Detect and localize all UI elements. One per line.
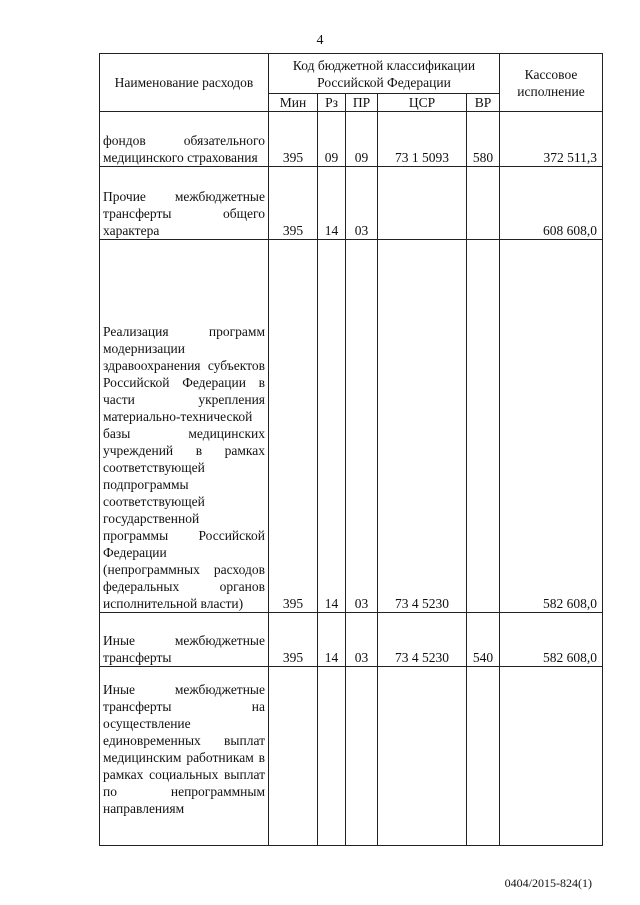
row-pr: 03 — [346, 240, 378, 613]
header-name: Наименование расходов — [100, 54, 269, 112]
row-amount: 582 608,0 — [500, 240, 603, 613]
row-min: 395 — [269, 112, 318, 167]
row-min: 395 — [269, 167, 318, 240]
row-csr: 73 4 5230 — [378, 240, 467, 613]
document-code: 0404/2015-824(1) — [504, 876, 592, 890]
row-min — [269, 667, 318, 846]
table-row — [100, 667, 603, 846]
row-vr — [467, 240, 500, 613]
header-vr: ВР — [467, 94, 500, 112]
header-csr: ЦСР — [378, 94, 467, 112]
row-amount: 372 511,3 — [500, 112, 603, 167]
header-code-group: Код бюджетной классификации Российской Федерации — [269, 54, 500, 94]
row-rz: 14 — [318, 613, 346, 667]
row-min: 395 — [269, 240, 318, 613]
row-pr: 03 — [346, 613, 378, 667]
row-csr — [378, 667, 467, 846]
header-exec: Кассовое исполнение — [500, 54, 603, 112]
row-rz: 14 — [318, 167, 346, 240]
row-pr — [346, 667, 378, 846]
header-rz: Рз — [318, 94, 346, 112]
row-csr — [378, 167, 467, 240]
row-name: фондов обязательного медицинского страхования — [100, 112, 269, 167]
row-amount — [500, 667, 603, 846]
row-vr: 580 — [467, 112, 500, 167]
table-row — [100, 112, 603, 167]
table-row — [100, 240, 603, 613]
row-rz: 14 — [318, 240, 346, 613]
row-amount: 608 608,0 — [500, 167, 603, 240]
header-min: Мин — [269, 94, 318, 112]
row-pr: 03 — [346, 167, 378, 240]
row-csr: 73 4 5230 — [378, 613, 467, 667]
table-row — [100, 613, 603, 667]
row-name: Иные межбюджетные трансферты — [100, 613, 269, 667]
row-name: Прочие межбюджетные трансферты общего характера — [100, 167, 269, 240]
row-rz — [318, 667, 346, 846]
row-vr — [467, 667, 500, 846]
page-number: 4 — [316, 33, 324, 48]
expenditure-table — [99, 53, 603, 846]
row-min: 395 — [269, 613, 318, 667]
header-pr: ПР — [346, 94, 378, 112]
row-vr: 540 — [467, 613, 500, 667]
row-rz: 09 — [318, 112, 346, 167]
row-name: Реализация программ модернизации здравоохранения субъектов Российской Федерации в части укрепления материально-технической базы медицинских учреждений в рамках соответствующей подпрограммы соответствующей государственной программы Российской Федерации (непрограммных расходов федеральных органов исполнительной власти) — [100, 240, 269, 613]
row-pr: 09 — [346, 112, 378, 167]
table-row — [100, 167, 603, 240]
row-amount: 582 608,0 — [500, 613, 603, 667]
row-vr — [467, 167, 500, 240]
row-name: Иные межбюджетные трансферты на осуществление единовременных выплат медицинским работникам в рамках социальных выплат по непрограммным направлениям — [100, 667, 269, 846]
row-csr: 73 1 5093 — [378, 112, 467, 167]
